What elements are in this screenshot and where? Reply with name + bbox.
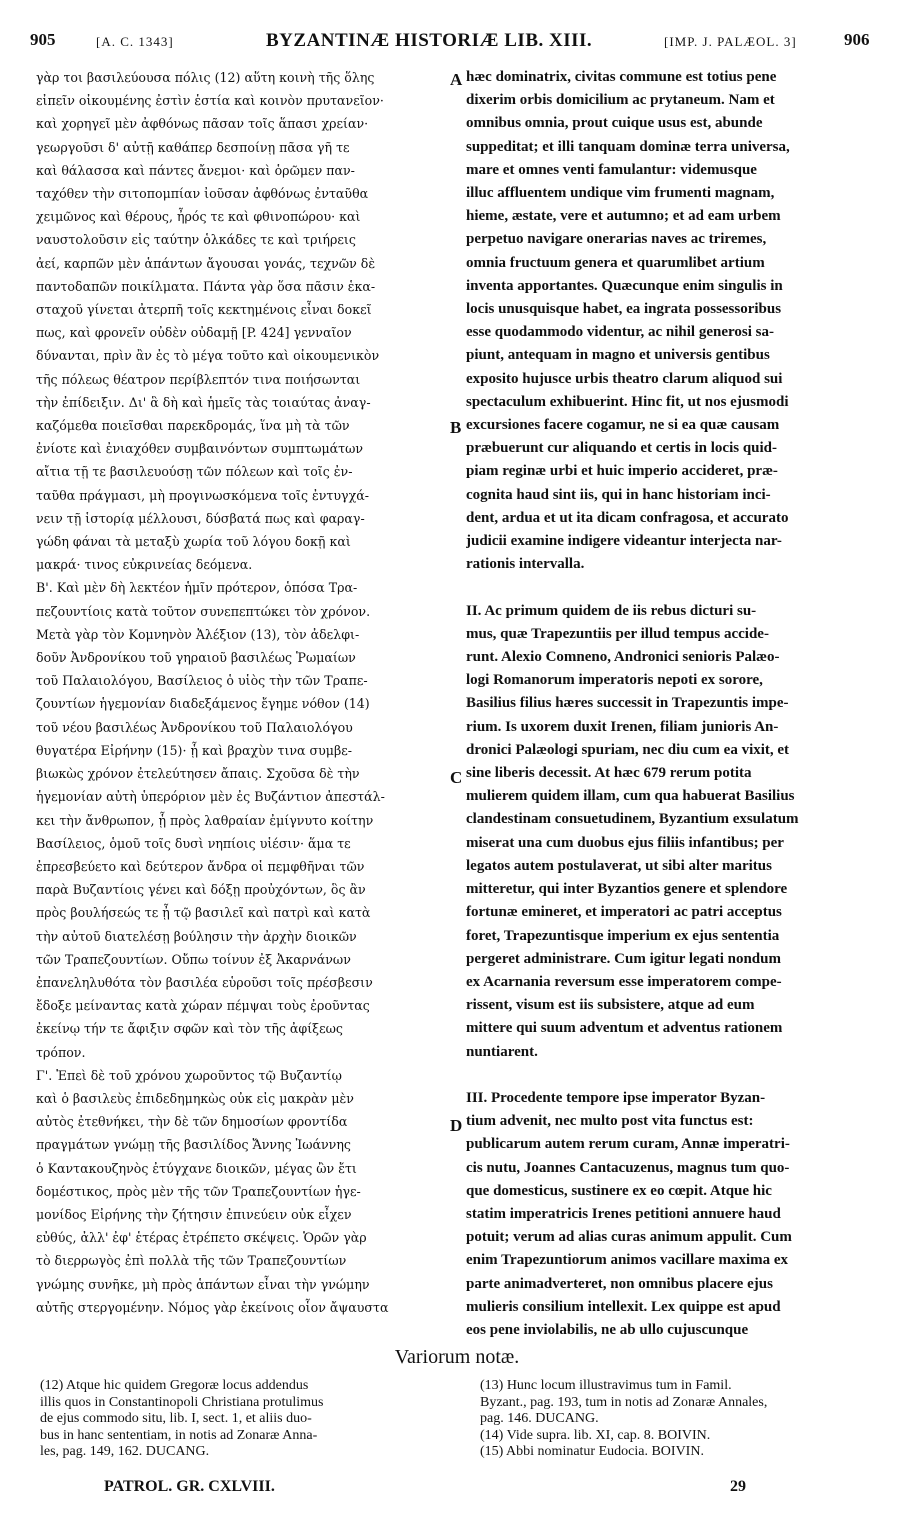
latin-text-line: cognita haud sint iis, qui in hanc historiam inci- xyxy=(466,486,771,503)
note-line: de ejus commodo situ, lib. I, sect. 1, et aliis duo- xyxy=(40,1411,312,1426)
note-line: (13) Hunc locum illustravimus tum in Famil. xyxy=(480,1378,732,1393)
note-line: (14) Vide supra. lib. XI, cap. 8. BOIVIN. xyxy=(480,1427,711,1443)
latin-text-line: illuc affluentem undique vim frumenti magnam, xyxy=(466,185,775,202)
latin-text-line xyxy=(466,1064,882,1087)
latin-text-line: excursiones facere cogamur, ne si ea quæ causam xyxy=(466,417,780,434)
latin-text-line: mitteretur, qui inter Byzantios genere et splendore xyxy=(466,881,788,898)
greek-text-line: Βασίλειος, ὁμοῦ τοῖς δυσὶ νηπίοις υἱέσιν· ἅμα τε xyxy=(36,835,351,851)
latin-text-line: fortunæ emineret, et imperatori ac patri acceptus xyxy=(466,904,782,921)
latin-text-line: perpetuo navigare onerarias naves ac triremes, xyxy=(466,231,767,248)
greek-text-line: μακρά· τινος εὐκρινείας δεόμενα. xyxy=(36,557,253,573)
greek-text-line: γνώμης συνῆκε, μὴ πρὸς ἁπάντων εἶναι τὴν γνώμην xyxy=(36,1276,370,1292)
greek-text-line: τρόπον. xyxy=(36,1044,86,1060)
latin-text-line: inventa apportantes. Quæcunque enim singulis in xyxy=(466,277,783,294)
greek-text-line: πεζουντίοις κατὰ τοῦτον συνεπεπτώκει τὸν χρόνον. xyxy=(36,603,371,619)
latin-text-line: locis unusquisque habet, ea ingrata possessoribus xyxy=(466,301,782,318)
latin-text-line: suppeditat; et illi tanquam dominæ terra universa, xyxy=(466,138,790,155)
book-title: BYZANTINÆ HISTORIÆ LIB. XIII. xyxy=(266,30,593,51)
greek-text-line: ταχόθεν τὴν σιτοπομπίαν ἰοῦσαν ἀφθόνως ἐνταῦθα xyxy=(36,186,369,202)
note-line: (12) Atque hic quidem Gregoræ locus addendus xyxy=(40,1378,309,1393)
greek-text-line: εἰπεῖν οἰκουμένης ἐστὶν ἑστία καὶ κοινὸν πρυτανεῖον· xyxy=(36,93,384,109)
greek-text-line: γὰρ τοι βασιλεύουσα πόλις (12) αὕτη κοινὴ τῆς ὅλης xyxy=(36,70,375,85)
latin-text-line: sine liberis decessit. At hæc 679 rerum potita xyxy=(466,765,752,782)
greek-text-line: γεωργοῦσι δ' αὐτῇ καθάπερ δεσποίνῃ πᾶσα γῆ τε xyxy=(36,139,350,155)
latin-text-line: mittere qui suum adventum et adventus rationem xyxy=(466,1020,783,1037)
latin-text-line: hæc dominatrix, civitas commune est totius pene xyxy=(466,69,777,85)
greek-text-line: δοῦν Ἀνδρονίκου τοῦ γηραιοῦ βασιλέως Ῥωμαίων xyxy=(36,650,356,666)
note-line: (15) Abbi nominatur Eudocia. BOIVIN. xyxy=(480,1444,704,1459)
greek-text-line: ναυστολοῦσιν εἰς ταύτην ὁλκάδες τε καὶ τριήρεις xyxy=(36,232,356,248)
greek-text-column xyxy=(36,66,450,1319)
notes-right-column xyxy=(480,1378,890,1461)
latin-text-line: hieme, æstate, vere et autumno; et ad eam urbem xyxy=(466,208,781,225)
greek-text-line: αὐτὸς ἐτεθνήκει, τὴν δὲ τῶν δημοσίων φροντίδα xyxy=(36,1114,348,1130)
latin-text-line: tium advenit, nec multo post vita functus est: xyxy=(466,1113,754,1130)
latin-text-line xyxy=(466,576,882,599)
greek-text-line: Μετὰ γὰρ τὸν Κομνηνὸν Ἀλέξιον (13), τὸν ἀδελφι- xyxy=(36,626,360,642)
greek-text-line: τῆς πόλεως θέατρον περίβλεπτόν τινα ποιήσωνται xyxy=(36,371,361,387)
latin-text-line: omnibus omnia, prout cuique usus est, abunde xyxy=(466,115,763,132)
notes-heading: Variorum notæ. xyxy=(394,1346,520,1368)
latin-text-line: eos pene inviolabilis, ne ab ullo cujuscunque xyxy=(466,1321,749,1338)
latin-text-line: rium. Is uxorem duxit Irenen, filiam junioris An- xyxy=(466,718,779,735)
latin-text-line: esse quodammodo videntur, ac nihil generosi sa- xyxy=(466,324,774,341)
note-line: les, pag. 149, 162. DUCANG. xyxy=(40,1444,210,1459)
greek-text-line: ἐνίοτε καὶ ἐνιαχόθεν συμβαινόντων συμπτωμάτων xyxy=(36,441,364,457)
greek-text-line: ζουντίων ἡγεμονίαν διαδεξάμενος ἔγημε νόθον (14) xyxy=(36,696,370,712)
note-line: illis quos in Constantinopoli Christiana protulimus xyxy=(40,1394,324,1410)
greek-text-line: καὶ ὁ βασιλεὺς ἐπιδεδημηκὼς οὐκ εἰς μακρὰν μὲν xyxy=(36,1090,354,1106)
greek-text-line: δομέστικος, πρὸς μὲν τῆς τῶν Τραπεζουντίων ἡγε- xyxy=(36,1183,361,1199)
greek-text-line: εὐθύς, ἀλλ' ἐφ' ἑτέρας ἐτρέπετο σκέψεις. Ὁρῶν γὰρ xyxy=(36,1230,367,1246)
latin-text-line: clandestinam consuetudinem, Byzantium exsulatum xyxy=(466,811,799,828)
greek-text-line: ὁ Καντακουζηνὸς ἐτύγχανε διοικῶν, μέγας ὢν ἔτι xyxy=(36,1160,357,1176)
greek-text-line: καὶ θάλασσα καὶ πάντες ἄνεμοι· καὶ ὁρῶμεν παν- xyxy=(36,162,355,178)
greek-text-line: βιωκὼς χρόνον ἐτελεύτησεν ἄπαις. Σχοῦσα δὲ τὴν xyxy=(36,766,360,782)
greek-text-line: τὴν αὐτοῦ διατελέσῃ βούλησιν τὴν ἀρχὴν διοικῶν xyxy=(36,928,357,944)
margin-letter-c: C xyxy=(450,768,463,787)
greek-text-line: παρὰ Βυζαντίοις γένει καὶ δόξῃ προὐχόντων, ὃς ἂν xyxy=(36,882,366,898)
latin-text-line: piam reginæ urbi et huic imperio accideret, præ- xyxy=(466,463,778,480)
latin-text-line: exposito hujusce urbis theatro clarum aliquod sui xyxy=(466,370,783,387)
latin-text-line: publicarum autem rerum curam, Annæ imperatri- xyxy=(466,1136,790,1153)
note-line: bus in hanc sententiam, in notis ad Zonaræ Anna- xyxy=(40,1427,318,1443)
latin-text-line: parte animadverteret, non omnibus placere ejus xyxy=(466,1275,773,1292)
latin-text-line: cis nutu, Joannes Cantacuzenus, magnus tum quo- xyxy=(466,1159,790,1176)
margin-letter-b: B xyxy=(450,418,462,437)
latin-text-line: mare et omnes venti famulantur: videmusque xyxy=(466,161,757,178)
latin-text-line: præbuerunt cur aliquando et certis in locis quid- xyxy=(466,440,778,457)
greek-text-line: ταῦθα πράγμασι, μὴ προγινωσκόμενα τοῖς ἐντυγχά- xyxy=(36,487,369,503)
greek-text-line: τοῦ Παλαιολόγου, Βασίλειος ὁ υἱὸς τὴν τῶν Τραπε- xyxy=(36,673,368,689)
latin-text-line: rationis intervalla. xyxy=(466,556,585,573)
greek-text-line: παντοδαπῶν ποικίλματα. Πάντα γὰρ ὅσα πᾶσιν ἑκα- xyxy=(36,278,376,294)
latin-text-line: que domesticus, sustinere ex eo cœpit. Atque hic xyxy=(466,1182,772,1199)
greek-text-line: κει τὴν ἄνθρωπον, ᾗ πρὸς λαθραίαν ἐμίγνυτο κοίτην xyxy=(36,812,374,828)
right-page-number: 906 xyxy=(844,30,870,49)
latin-text-line: pergeret administrare. Cum igitur legati nondum xyxy=(466,950,781,967)
greek-text-line: δύνανται, πρὶν ἂν ἐς τὸ μέγα τοῦτο καὶ οἰκουμενικὸν xyxy=(36,348,380,364)
greek-text-line: νειν τῇ ἱστορίᾳ μέλλουσι, δύσβατά πως καὶ φαραγ- xyxy=(36,510,365,526)
latin-text-line: statim imperatricis Irenes petitioni annuere haud xyxy=(466,1205,781,1222)
greek-text-line: Β'. Καὶ μὲν δὴ λεκτέον ἡμῖν πρότερον, ὁπόσα Τρα- xyxy=(36,580,358,596)
latin-text-line: miserat una cum duobus ejus filiis infantibus; per xyxy=(466,834,784,851)
greek-text-line: τὸ διερρωγὸς ἐπὶ πολλὰ τῆς τῶν Τραπεζουντίων xyxy=(36,1253,347,1269)
greek-text-line: πρὸς βουλήσεώς τε ᾖ τῷ βασιλεῖ καὶ πατρὶ καὶ κατὰ xyxy=(36,905,371,921)
latin-text-line: Basilius filius hæres successit in Trapezuntis impe- xyxy=(466,695,789,712)
latin-text-line: dronici Palæologi spuriam, nec diu cum ea vixit, et xyxy=(466,741,790,758)
latin-text-line: foret, Trapezuntisque imperium ex ejus sententia xyxy=(466,927,780,944)
latin-text-line: legatos autem postulaverat, ut sibi alter maritus xyxy=(466,857,772,874)
note-line: pag. 146. DUCANG. xyxy=(480,1411,599,1426)
greek-text-line: πως, καὶ φρονεῖν οὐδὲν οὐδαμῇ [P. 424] γενναῖον xyxy=(36,325,352,341)
left-page-number: 905 xyxy=(30,30,56,49)
greek-text-line: τὴν ἐπίδειξιν. Δι' ἃ δὴ καὶ ἡμεῖς τὰς τοιαύτας ἀναγ- xyxy=(36,394,371,410)
running-header xyxy=(30,30,890,60)
latin-text-line: enim Trapezuntiorum animos vacillare maxima ex xyxy=(466,1252,789,1269)
greek-text-line: ἐκείνῳ τήν τε ἄφιξιν σφῶν καὶ τὸν τῆς ἀφίξεως xyxy=(36,1021,343,1037)
greek-text-line: τοῦ νέου βασιλέως Ἀνδρονίκου τοῦ Παλαιολόγου xyxy=(36,719,353,735)
latin-text-line: potuit; verum ad alias curas animum appulit. Cum xyxy=(466,1229,792,1246)
greek-text-line: ἔδοξε μείναντας κατὰ χώραν πέμψαι τοὺς ἐροῦντας xyxy=(36,998,370,1014)
greek-text-line: ἐπρεσβεύετο καὶ δεύτερον ἄνδρα οἱ πεμφθῆναι τῶν xyxy=(36,858,365,874)
greek-text-line: χειμῶνος καὶ θέρους, ἦρός τε καὶ φθινοπώρου· καὶ xyxy=(36,209,361,225)
greek-text-line: ἀεί, καρπῶν μὲν ἁπάντων ἄγουσαι γονάς, τεχνῶν δὲ xyxy=(36,255,376,271)
greek-text-line: πραγμάτων γνώμῃ τῆς βασιλίδος Ἄννης Ἰωάννης xyxy=(36,1137,351,1153)
greek-text-line: καὶ χορηγεῖ μὲν ἀφθόνως πᾶσαν τοῖς ἅπασι χρείαν· xyxy=(36,116,369,132)
greek-text-line: ἡγεμονίαν αὐτὴ ὑπερόριον μὲν ἐς Βυζάντιον ἀπεστάλ- xyxy=(36,789,385,805)
greek-text-line: μονίδος Εἰρήνης τὴν ζήτησιν ἐπινεύειν οὐκ εἶχεν xyxy=(36,1206,352,1222)
left-running-head: [A. C. 1343] xyxy=(96,34,174,49)
latin-text-line: omnia fructuum genera et quarumlibet artium xyxy=(466,254,765,271)
latin-text-line: dixerim orbis domicilium ac prytaneum. Nam et xyxy=(466,92,775,109)
latin-text-line: ex Acarnania reversum esse imperatorem compe- xyxy=(466,973,782,990)
latin-text-line: mulierem quidem illam, cum qua habuerat Basilius xyxy=(466,788,795,805)
footer-page-number: 29 xyxy=(730,1478,746,1495)
margin-letter-a: A xyxy=(450,70,463,89)
latin-text-line: rissent, visum est iis subsistere, atque ad eum xyxy=(466,997,755,1014)
latin-text-line: nuntiarent. xyxy=(466,1043,538,1060)
latin-text-line: mus, quæ Trapezuntiis per illud tempus accide- xyxy=(466,625,769,642)
latin-text-line: logi Romanorum imperatoris nepoti ex sorore, xyxy=(466,672,763,689)
latin-text-line: mulieris consilium intellexit. Lex quippe est apud xyxy=(466,1298,781,1315)
greek-text-line: σταχοῦ γίνεται ἀτερπῆ τοῖς κεκτημένοις εἶναι δοκεῖ xyxy=(36,302,372,318)
latin-text-line: piunt, antequam in magno et universis gentibus xyxy=(466,347,770,364)
margin-letter-d: D xyxy=(450,1116,463,1135)
latin-text-line: III. Procedente tempore ipse imperator Byzan- xyxy=(466,1089,766,1106)
greek-text-line: ἐπανεληλυθότα τὸν βασιλέα εὑροῦσι τοῖς πρέσβεσιν xyxy=(36,974,373,990)
greek-text-line: θυγατέρα Εἰρήνην (15)· ᾗ καὶ βραχὺν τινα συμβε- xyxy=(36,742,353,758)
latin-text-line: runt. Alexio Comneno, Andronici senioris Palæo- xyxy=(466,649,780,666)
greek-text-line: καζόμεθα ποιεῖσθαι παρεκδρομάς, ἵνα μὴ τὰ τῶν xyxy=(36,418,350,434)
patrologia-signature: PATROL. GR. CXLVIII. xyxy=(104,1478,275,1495)
latin-text-line: II. Ac primum quidem de iis rebus dicturi su- xyxy=(466,602,757,619)
note-line: Byzant., pag. 193, tum in notis ad Zonaræ Annales, xyxy=(480,1394,768,1410)
greek-text-line: αἴτια τῇ τε βασιλευούσῃ τῶν πόλεων καὶ τοῖς ἐν- xyxy=(36,464,353,480)
latin-text-line: spectaculum exhibuerint. Hinc fit, ut nos ejusmodi xyxy=(466,393,789,410)
right-running-head: [IMP. J. PALÆOL. 3] xyxy=(664,34,797,49)
latin-text-line: judicii examine indigere videantur interjecta nar- xyxy=(466,533,782,550)
greek-text-line: τῶν Τραπεζουντίων. Οὔπω τοίνυν ἐξ Ἀκαρνάνων xyxy=(36,951,351,967)
greek-text-line: αὐτῆς στεργομένην. Νόμος γὰρ ἐκείνοις οἷον ἄψαυστα xyxy=(36,1299,389,1315)
latin-text-column xyxy=(466,66,882,1342)
greek-text-line: γώδη φάναι τὰ μεταξὺ χωρία τοῦ λόγου δοκῇ καὶ xyxy=(36,534,351,550)
latin-text-line: dent, ardua et ut ita dicam confragosa, et accurato xyxy=(466,509,789,526)
notes-left-column xyxy=(40,1378,450,1461)
greek-text-line: Γ'. Ἐπεὶ δὲ τοῦ χρόνου χωροῦντος τῷ Βυζαντίῳ xyxy=(36,1067,342,1083)
